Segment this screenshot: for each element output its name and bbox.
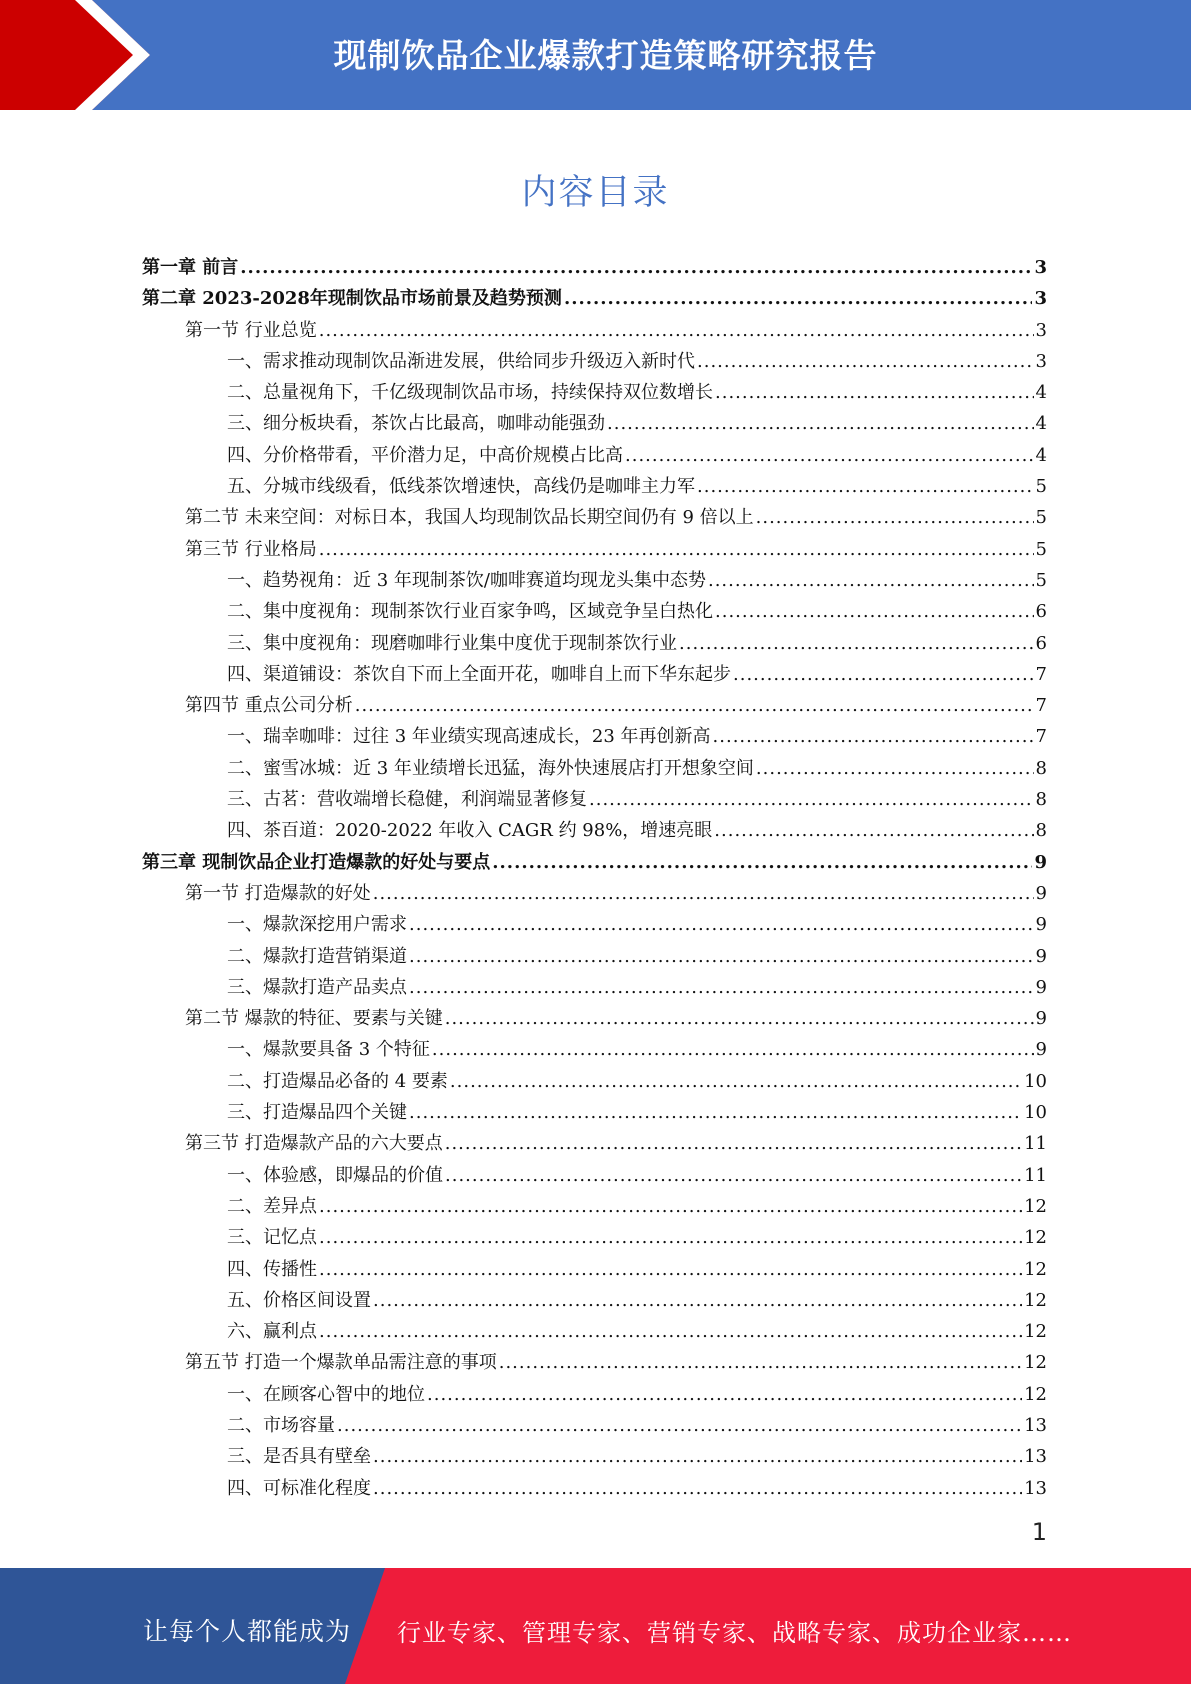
toc-entry-page: 13: [1024, 1414, 1047, 1436]
toc-dot-leader: [319, 320, 1034, 341]
toc-entry-page: 3: [1035, 319, 1047, 341]
toc-entry-title: 五、价格区间设置: [227, 1289, 371, 1311]
toc-subsection-entry[interactable]: [142, 1442, 1047, 1473]
toc-entry-title: 第三节 行业格局: [185, 538, 317, 560]
toc-subsection-entry[interactable]: [142, 1317, 1047, 1348]
toc-section-entry[interactable]: [142, 1004, 1047, 1035]
toc-entry-page: 9: [1035, 1039, 1047, 1061]
toc-entry-page: 12: [1024, 1383, 1047, 1405]
toc-subsection-entry[interactable]: [142, 1474, 1047, 1505]
toc-entry-page: 7: [1035, 663, 1047, 685]
toc-subsection-entry[interactable]: [142, 1192, 1047, 1223]
toc-subsection-entry[interactable]: [142, 910, 1047, 941]
toc-entry-page: 4: [1035, 444, 1047, 466]
toc-entry-title: 一、爆款要具备 3 个特征: [227, 1039, 430, 1061]
toc-subsection-entry[interactable]: [142, 378, 1047, 409]
toc-dot-leader: [337, 1415, 1022, 1436]
toc-subsection-entry[interactable]: [142, 1067, 1047, 1098]
toc-dot-leader: [715, 382, 1034, 403]
toc-dot-leader: [715, 601, 1034, 622]
toc-section-entry[interactable]: [142, 1129, 1047, 1160]
toc-dot-leader: [733, 664, 1034, 685]
toc-section-entry[interactable]: [142, 691, 1047, 722]
toc-entry-page: 11: [1024, 1133, 1047, 1155]
toc-dot-leader: [373, 883, 1034, 904]
toc-dot-leader: [432, 1039, 1034, 1060]
toc-entry-page: 11: [1024, 1164, 1047, 1186]
toc-entry-title: 一、体验感，即爆品的价值: [227, 1164, 443, 1186]
toc-section-entry[interactable]: [142, 503, 1047, 534]
toc-dot-leader: [319, 1227, 1022, 1248]
toc-entry-title: 第一节 打造爆款的好处: [185, 882, 371, 904]
toc-entry-page: 8: [1035, 757, 1047, 779]
toc-entry-title: 六、赢利点: [227, 1321, 317, 1343]
toc-dot-leader: [240, 257, 1032, 278]
toc-subsection-entry[interactable]: [142, 816, 1047, 847]
table-of-contents: [142, 253, 1047, 1505]
toc-subsection-entry[interactable]: [142, 441, 1047, 472]
toc-dot-leader: [319, 1321, 1022, 1342]
toc-entry-title: 第二章 2023-2028年现制饮品市场前景及趋势预测: [142, 288, 562, 310]
toc-dot-leader: [499, 1352, 1022, 1373]
toc-dot-leader: [445, 1133, 1022, 1154]
toc-entry-page: 8: [1035, 820, 1047, 842]
toc-subsection-entry[interactable]: [142, 754, 1047, 785]
page-header: [0, 0, 1191, 110]
toc-subsection-entry[interactable]: [142, 1286, 1047, 1317]
toc-dot-leader: [319, 1196, 1022, 1217]
toc-dot-leader: [409, 977, 1034, 998]
toc-entry-page: 9: [1035, 882, 1047, 904]
toc-subsection-entry[interactable]: [142, 785, 1047, 816]
toc-dot-leader: [697, 476, 1034, 497]
toc-dot-leader: [450, 1071, 1022, 1092]
toc-entry-page: 13: [1024, 1446, 1047, 1468]
toc-chapter-entry[interactable]: [142, 253, 1047, 284]
toc-entry-title: 四、茶百道：2020-2022 年收入 CAGR 约 98%，增速亮眼: [227, 820, 713, 842]
toc-subsection-entry[interactable]: [142, 1098, 1047, 1129]
toc-subsection-entry[interactable]: [142, 1380, 1047, 1411]
toc-entry-title: 四、可标准化程度: [227, 1477, 371, 1499]
toc-entry-page: 5: [1035, 507, 1047, 529]
toc-entry-title: 第五节 打造一个爆款单品需注意的事项: [185, 1352, 497, 1374]
footer-slogan-right: 行业专家、管理专家、营销专家、战略专家、成功企业家……: [397, 1619, 1072, 1647]
toc-subsection-entry[interactable]: [142, 1255, 1047, 1286]
toc-entry-title: 一、需求推动现制饮品渐进发展，供给同步升级迈入新时代: [227, 350, 695, 372]
toc-entry-page: 6: [1035, 601, 1047, 623]
toc-entry-title: 三、打造爆品四个关键: [227, 1102, 407, 1124]
toc-section-entry[interactable]: [142, 879, 1047, 910]
toc-section-entry[interactable]: [142, 1348, 1047, 1379]
toc-dot-leader: [373, 1478, 1022, 1499]
toc-dot-leader: [445, 1165, 1022, 1186]
toc-subsection-entry[interactable]: [142, 660, 1047, 691]
toc-heading: 内容目录: [521, 173, 670, 213]
toc-subsection-entry[interactable]: [142, 566, 1047, 597]
toc-entry-page: 5: [1035, 538, 1047, 560]
toc-subsection-entry[interactable]: [142, 722, 1047, 753]
toc-entry-title: 四、渠道铺设：茶饮自下而上全面开花，咖啡自上而下华东起步: [227, 663, 731, 685]
toc-dot-leader: [409, 946, 1034, 967]
toc-entry-page: 3: [1034, 257, 1047, 278]
toc-entry-title: 三、爆款打造产品卖点: [227, 976, 407, 998]
toc-dot-leader: [492, 852, 1032, 873]
toc-subsection-entry[interactable]: [142, 472, 1047, 503]
toc-entry-title: 二、集中度视角：现制茶饮行业百家争鸣，区域竞争呈白热化: [227, 601, 713, 623]
toc-dot-leader: [589, 789, 1034, 810]
toc-subsection-entry[interactable]: [142, 629, 1047, 660]
toc-entry-title: 二、总量视角下，千亿级现制饮品市场，持续保持双位数增长: [227, 382, 713, 404]
toc-subsection-entry[interactable]: [142, 347, 1047, 378]
toc-entry-title: 第三章 现制饮品企业打造爆款的好处与要点: [142, 851, 491, 873]
toc-entry-page: 7: [1035, 726, 1047, 748]
toc-entry-title: 一、在顾客心智中的地位: [227, 1383, 425, 1405]
toc-entry-title: 四、分价格带看，平价潜力足，中高价规模占比高: [227, 444, 623, 466]
toc-section-entry[interactable]: [142, 535, 1047, 566]
toc-dot-leader: [409, 1102, 1022, 1123]
toc-entry-page: 3: [1034, 288, 1047, 310]
toc-entry-title: 二、市场容量: [227, 1414, 335, 1436]
toc-dot-leader: [319, 539, 1034, 560]
toc-entry-page: 9: [1035, 1008, 1047, 1030]
toc-entry-page: 9: [1035, 976, 1047, 998]
toc-entry-title: 二、蜜雪冰城：近 3 年业绩增长迅猛，海外快速展店打开想象空间: [227, 757, 754, 779]
toc-entry-page: 5: [1035, 569, 1047, 591]
page-footer: [0, 1568, 1191, 1684]
page-number: 1: [1031, 1518, 1047, 1546]
toc-chapter-entry[interactable]: [142, 284, 1047, 315]
toc-entry-title: 三、是否具有壁垒: [227, 1446, 371, 1468]
toc-subsection-entry[interactable]: [142, 1035, 1047, 1066]
toc-subsection-entry[interactable]: [142, 597, 1047, 628]
toc-subsection-entry[interactable]: [142, 409, 1047, 440]
toc-dot-leader: [756, 507, 1034, 528]
toc-dot-leader: [319, 1259, 1022, 1280]
toc-entry-page: 12: [1024, 1227, 1047, 1249]
footer-slogan-left: 让每个人都能成为: [143, 1617, 352, 1646]
toc-entry-page: 9: [1035, 945, 1047, 967]
toc-subsection-entry[interactable]: [142, 973, 1047, 1004]
toc-dot-leader: [373, 1290, 1022, 1311]
toc-entry-page: 12: [1024, 1352, 1047, 1374]
toc-dot-leader: [714, 820, 1033, 841]
toc-entry-page: 4: [1035, 413, 1047, 435]
toc-entry-page: 5: [1035, 476, 1047, 498]
toc-entry-page: 8: [1035, 789, 1047, 811]
toc-dot-leader: [756, 758, 1034, 779]
toc-section-entry[interactable]: [142, 316, 1047, 347]
toc-dot-leader: [445, 1008, 1034, 1029]
toc-entry-page: 3: [1035, 350, 1047, 372]
toc-dot-leader: [697, 351, 1034, 372]
toc-entry-page: 10: [1024, 1070, 1047, 1092]
toc-entry-page: 12: [1024, 1289, 1047, 1311]
toc-chapter-entry[interactable]: [142, 848, 1047, 879]
toc-entry-title: 三、记忆点: [227, 1227, 317, 1249]
toc-entry-title: 第二节 爆款的特征、要素与关键: [185, 1008, 443, 1030]
toc-entry-title: 四、传播性: [227, 1258, 317, 1280]
toc-entry-page: 6: [1035, 632, 1047, 654]
toc-entry-title: 第三节 打造爆款产品的六大要点: [185, 1133, 443, 1155]
toc-entry-page: 4: [1035, 382, 1047, 404]
toc-dot-leader: [679, 633, 1034, 654]
toc-entry-title: 第一章 前言: [142, 257, 239, 278]
toc-dot-leader: [564, 288, 1033, 309]
toc-entry-title: 一、爆款深挖用户需求: [227, 914, 407, 936]
toc-subsection-entry[interactable]: [142, 1411, 1047, 1442]
toc-dot-leader: [373, 1446, 1022, 1467]
toc-subsection-entry[interactable]: [142, 1161, 1047, 1192]
toc-dot-leader: [355, 695, 1034, 716]
toc-entry-page: 10: [1024, 1102, 1047, 1124]
toc-entry-title: 三、集中度视角：现磨咖啡行业集中度优于现制茶饮行业: [227, 632, 677, 654]
toc-dot-leader: [625, 445, 1034, 466]
toc-entry-title: 二、爆款打造营销渠道: [227, 945, 407, 967]
toc-entry-title: 第一节 行业总览: [185, 319, 317, 341]
toc-entry-title: 二、差异点: [227, 1195, 317, 1217]
toc-entry-page: 9: [1034, 851, 1047, 873]
toc-dot-leader: [427, 1384, 1022, 1405]
toc-entry-page: 7: [1035, 695, 1047, 717]
toc-dot-leader: [708, 570, 1034, 591]
toc-entry-title: 第四节 重点公司分析: [185, 695, 353, 717]
toc-subsection-entry[interactable]: [142, 1223, 1047, 1254]
toc-entry-title: 三、细分板块看，茶饮占比最高，咖啡动能强劲: [227, 413, 605, 435]
toc-entry-page: 12: [1024, 1321, 1047, 1343]
toc-entry-page: 13: [1024, 1477, 1047, 1499]
toc-dot-leader: [713, 726, 1034, 747]
toc-entry-page: 12: [1024, 1258, 1047, 1280]
toc-entry-title: 五、分城市线级看，低线茶饮增速快，高线仍是咖啡主力军: [227, 476, 695, 498]
toc-dot-leader: [607, 413, 1034, 434]
toc-entry-title: 三、古茗：营收端增长稳健，利润端显著修复: [227, 789, 587, 811]
report-title: 现制饮品企业爆款打造策略研究报告: [333, 36, 878, 75]
toc-entry-title: 一、瑞幸咖啡：过往 3 年业绩实现高速成长，23 年再创新高: [227, 726, 711, 748]
toc-entry-title: 二、打造爆品必备的 4 要素: [227, 1070, 448, 1092]
toc-entry-page: 12: [1024, 1195, 1047, 1217]
toc-entry-title: 一、趋势视角：近 3 年现制茶饮/咖啡赛道均现龙头集中态势: [227, 569, 706, 591]
toc-dot-leader: [409, 914, 1034, 935]
toc-entry-page: 9: [1035, 914, 1047, 936]
toc-entry-title: 第二节 未来空间：对标日本，我国人均现制饮品长期空间仍有 9 倍以上: [185, 507, 754, 529]
toc-subsection-entry[interactable]: [142, 942, 1047, 973]
